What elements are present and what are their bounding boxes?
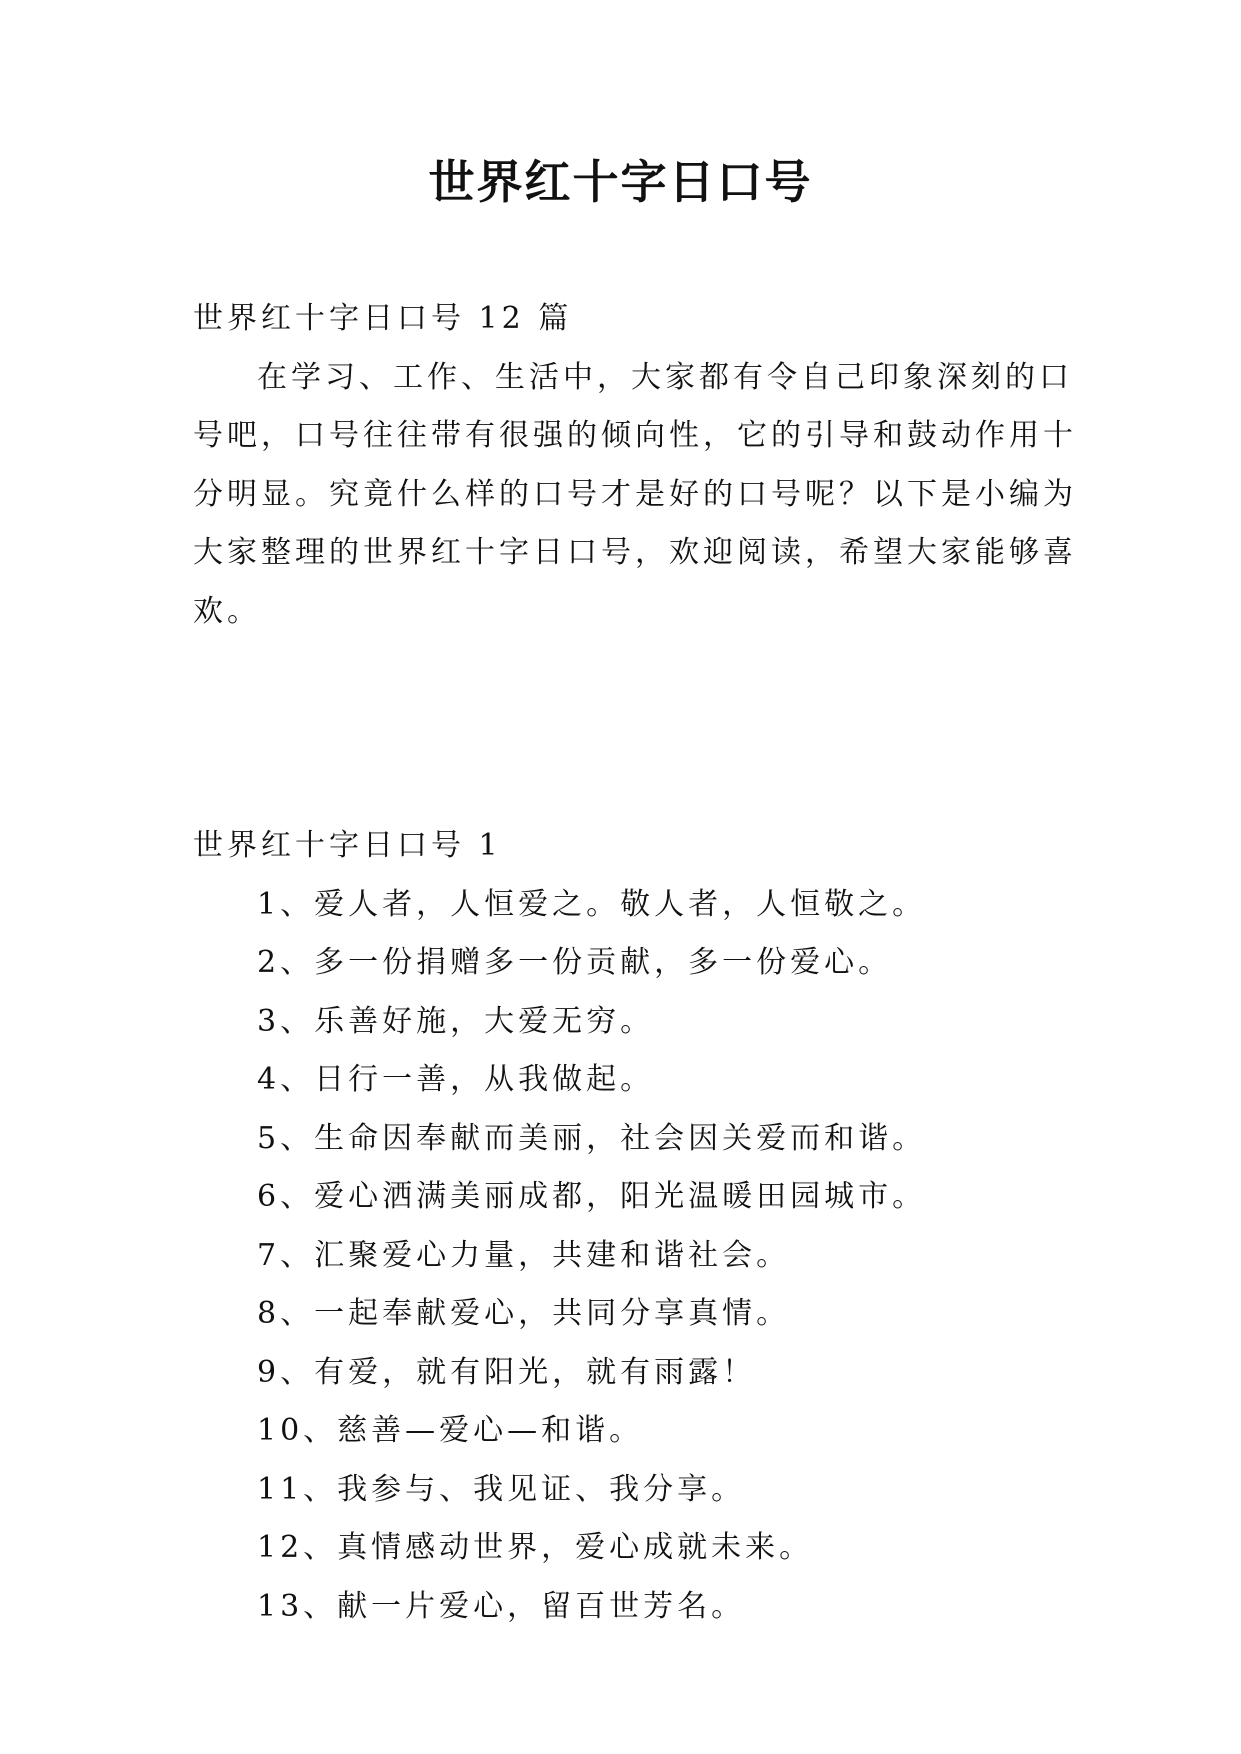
slogan-item: 7、汇聚爱心力量，共建和谐社会。 [257,1237,791,1273]
slogan-item: 10、慈善—爱心—和谐。 [257,1413,644,1448]
section-spacer [193,641,1063,817]
subtitle: 世界红十字日口号 12 篇 [193,301,573,336]
slogan-item: 5、生命因奉献而美丽，社会因关爱而和谐。 [257,1120,927,1156]
intro-line: 欢。 [193,593,261,629]
document-body [193,290,1077,1636]
intro-line: 分明显。究竟什么样的口号才是好的口号呢？以下是小编为 [193,476,1077,512]
slogan-item: 3、乐善好施，大爱无穷。 [257,1003,655,1039]
slogan-item: 8、一起奉献爱心，共同分享真情。 [257,1296,791,1331]
section-heading: 世界红十字日口号 1 [193,828,502,863]
slogan-item: 1、爱人者，人恒爱之。敬人者，人恒敬之。 [257,886,927,922]
intro-paragraph [193,349,1077,642]
slogan-item: 4、日行一善，从我做起。 [257,1062,655,1097]
intro-line: 大家整理的世界红十字日口号，欢迎阅读，希望大家能够喜 [193,535,1077,570]
slogan-item: 2、多一份捐赠多一份贡献，多一份爱心。 [257,945,893,980]
slogan-item: 13、献一片爱心，留百世芳名。 [257,1588,746,1624]
intro-line: 在学习、工作、生活中，大家都有令自己印象深刻的口 [257,359,1073,395]
slogan-item: 12、真情感动世界，爱心成就未来。 [257,1530,814,1565]
slogan-list [193,876,1063,1637]
slogan-item: 11、我参与、我见证、我分享。 [257,1471,746,1507]
slogan-item: 6、爱心洒满美丽成都，阳光温暖田园城市。 [257,1179,927,1214]
intro-line: 号吧，口号往往带有很强的倾向性，它的引导和鼓动作用十 [193,418,1077,453]
slogan-item: 9、有爱，就有阳光，就有雨露！ [257,1354,757,1390]
document-title: 世界红十字日口号 [428,155,813,209]
